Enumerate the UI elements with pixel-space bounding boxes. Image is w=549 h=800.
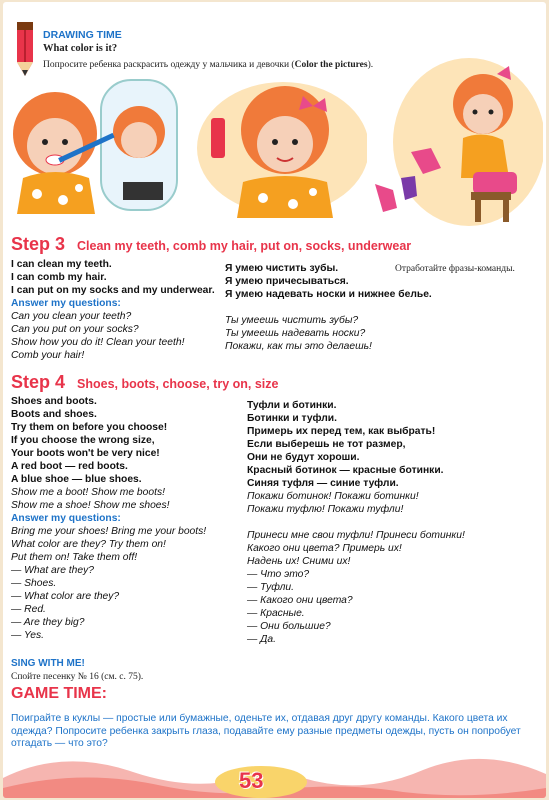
workbook-page (3, 2, 546, 798)
step4-heading: Step 4 Shoes, boots, choose, try on, size (11, 372, 279, 392)
page-number: 53 (239, 768, 264, 793)
step4-question-ru: — Они большие? (247, 621, 331, 632)
step4-answer-label: Answer my questions: (11, 513, 121, 524)
drawing-time-title: DRAWING TIME (43, 29, 122, 41)
step4-question: — Red. (11, 604, 46, 615)
step4-question: — Shoes. (11, 578, 57, 589)
bottom-decoration (3, 738, 546, 798)
step4-question: — Are they big? (11, 617, 85, 628)
step3-question: Can you put on your socks? (11, 324, 139, 335)
step3-phrase: I can comb my hair. (11, 272, 107, 283)
pencil-icon (11, 22, 37, 78)
step4-verse-line: A red boot — red boots. (11, 461, 128, 472)
step4-question-ru: Принеси мне свои туфли! Принеси ботинки! (247, 530, 465, 541)
step4-verse-line-ru: Ботинки и туфли. (247, 413, 337, 424)
step3-question: Can you clean your teeth? (11, 311, 132, 322)
step4-question: Bring me your shoes! Bring me your boots! (11, 526, 207, 537)
step4-command-ru: Покажи туфлю! Покажи туфли! (247, 504, 404, 515)
step3-right-column (225, 262, 455, 353)
girl-brushing-teeth-picture[interactable] (5, 74, 183, 214)
sing-with-me-title: SING WITH ME! (11, 658, 85, 669)
step4-left-column (11, 395, 241, 642)
step3-phrase-ru: Я умею чистить зубы. (225, 263, 339, 274)
step4-verse-line-ru: Примерь их перед тем, как выбрать! (247, 426, 436, 437)
step4-question-ru: Надень их! Сними их! (247, 556, 351, 567)
girl-combing-hair-picture[interactable] (193, 78, 367, 218)
step4-question-ru: — Что это? (247, 569, 310, 580)
girl-putting-on-socks-picture[interactable] (371, 52, 543, 228)
step4-command: Show me a boot! Show me boots! (11, 487, 165, 498)
game-time-title: GAME TIME: (11, 685, 107, 702)
step3-question-ru: Ты умеешь чистить зубы? (225, 315, 359, 326)
drawing-subtitle: What color is it? (43, 43, 118, 54)
step3-phrase-ru: Я умею причесываться. (225, 276, 349, 287)
step4-question: — What are they? (11, 565, 94, 576)
step4-command: Show me a shoe! Show me shoes! (11, 500, 170, 511)
step3-question-ru: Покажи, как ты это делаешь! (225, 341, 372, 352)
step4-verse-line-ru: Они не будут хороши. (247, 452, 360, 463)
step4-verse-line-ru: Если выберешь не тот размер, (247, 439, 406, 450)
step4-verse-line: If you choose the wrong size, (11, 435, 155, 446)
step4-verse-line: Your boots won't be very nice! (11, 448, 160, 459)
step3-phrase: I can clean my teeth. (11, 259, 112, 270)
step4-question: What color are they? Try them on! (11, 539, 166, 550)
step4-verse-line-ru: Синяя туфля — синие туфли. (247, 478, 399, 489)
step3-phrase: I can put on my socks and my underwear. (11, 285, 215, 296)
step3-question: Comb your hair! (11, 350, 85, 361)
step4-question: — Yes. (11, 630, 45, 641)
step4-question-ru: — Да. (247, 634, 276, 645)
step3-heading: Step 3 Clean my teeth, comb my hair, put on, socks, underwear (11, 234, 412, 254)
step4-verse-line: Boots and shoes. (11, 409, 97, 420)
game-time-text: Поиграйте в куклы — простые или бумажные, оденьте их, отдавая друг другу команды. Какого цвета их одежда? Попросите ребенка закрыть глаза, подавайте ему разные предметы одежды, пусть он попробует отгадать — что это? (11, 713, 521, 750)
drawing-instruction: Попросите ребенка раскрасить одежду у мальчика и девочки (Color the pictures). (43, 60, 374, 70)
step4-verse-line: A blue shoe — blue shoes. (11, 474, 142, 485)
step4-question-ru: — Какого они цвета? (247, 595, 353, 606)
step4-right-column (247, 399, 507, 646)
step3-answer-label: Answer my questions: (11, 298, 121, 309)
step3-left-column (11, 258, 231, 362)
step4-question-ru: — Туфли. (247, 582, 295, 593)
step4-verse-line-ru: Туфли и ботинки. (247, 400, 337, 411)
step4-question-ru: — Красные. (247, 608, 305, 619)
step3-question: Show how you do it! Clean your teeth! (11, 337, 185, 348)
step3-note: Отработайте фразы-команды. (395, 264, 515, 274)
step4-verse-line: Try them on before you choose! (11, 422, 168, 433)
step4-question-ru: Какого они цвета? Примерь их! (247, 543, 402, 554)
step4-command-ru: Покажи ботинок! Покажи ботинки! (247, 491, 419, 502)
step4-verse-line-ru: Красный ботинок — красные ботинки. (247, 465, 444, 476)
step3-phrase-ru: Я умею надевать носки и нижнее белье. (225, 289, 432, 300)
step4-verse-line: Shoes and boots. (11, 396, 97, 407)
sing-instruction: Спойте песенку № 16 (см. с. 75). (11, 672, 144, 682)
step4-question: — What color are they? (11, 591, 120, 602)
step3-question-ru: Ты умеешь надевать носки? (225, 328, 366, 339)
step4-question: Put them on! Take them off! (11, 552, 138, 563)
